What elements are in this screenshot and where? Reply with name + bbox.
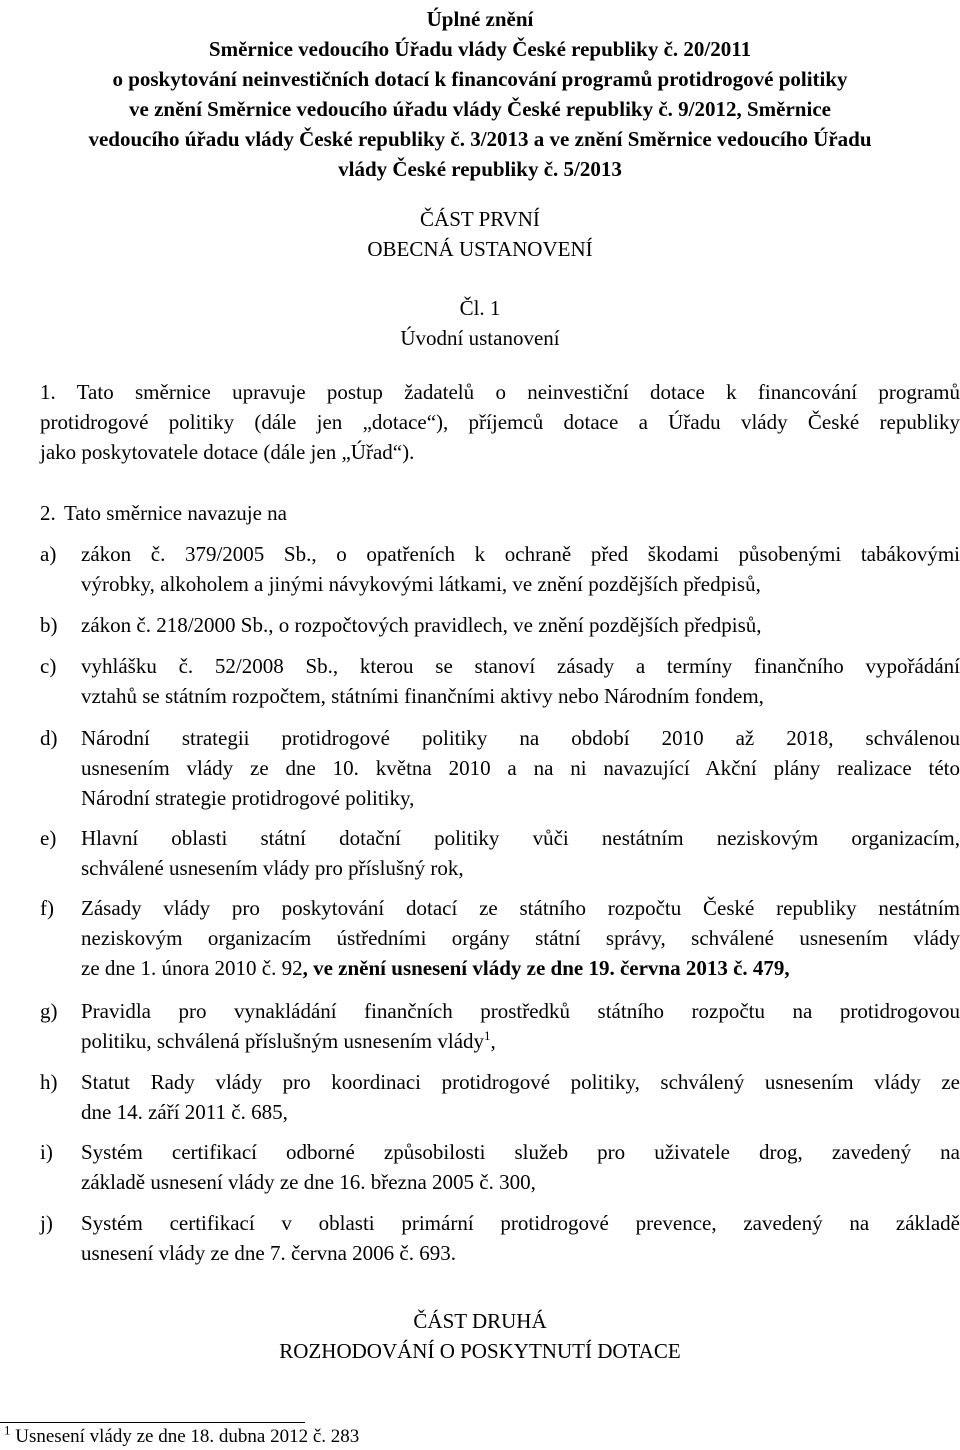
list-item-line: neziskovým organizacím ústředními orgány státní správy, schválené usnesením vlády <box>81 926 960 950</box>
article-one-label: Čl. 1 <box>459 296 501 320</box>
list-item-label: f) <box>40 896 54 920</box>
footnote-text: Usnesení vlády ze dne 18. dubna 2012 č. 283 <box>15 1426 360 1447</box>
list-item-label: h) <box>40 1070 58 1094</box>
part-one-title: OBECNÁ USTANOVENÍ <box>367 237 593 261</box>
list-item-label: e) <box>40 826 57 850</box>
list-item-label: c) <box>40 654 57 678</box>
footnote-number: 1 <box>4 1422 11 1438</box>
paragraph-1-line: 1. Tato směrnice upravuje postup žadatelů o neinvestiční dotace k financování programů <box>40 380 960 404</box>
list-item-line: usnesení vlády ze dne 7. června 2006 č. 693. <box>81 1241 456 1265</box>
list-item-line: Systém certifikací odborné způsobilosti služeb pro uživatele drog, zavedený na <box>81 1140 960 1164</box>
title-line: Úplné znění <box>426 7 534 31</box>
list-item-line: ze dne 1. února 2010 č. 92, ve znění usnesení vlády ze dne 19. června 2013 č. 479, <box>81 956 790 980</box>
list-item-line: politiku, schválená příslušným usnesením vlády$^1$, <box>81 1028 496 1053</box>
list-item-line: dne 14. září 2011 č. 685, <box>81 1100 288 1124</box>
list-item-line: zákon č. 218/2000 Sb., o rozpočtových pravidlech, ve znění pozdějších předpisů, <box>81 613 762 637</box>
list-item-label: i) <box>40 1140 53 1164</box>
list-item-label: a) <box>40 542 57 566</box>
paragraph-2-number: 2. <box>40 501 56 525</box>
list-item-line: Systém certifikací v oblasti primární protidrogové prevence, zavedený na základě <box>81 1211 960 1235</box>
list-item-label: b) <box>40 613 58 637</box>
list-item-line: Zásady vlády pro poskytování dotací ze státního rozpočtu České republiky nestátním <box>81 896 960 920</box>
part-two-title: ROZHODOVÁNÍ O POSKYTNUTÍ DOTACE <box>279 1339 681 1363</box>
article-one-title: Úvodní ustanovení <box>400 326 560 350</box>
paragraph-1-line: protidrogové politiky (dále jen „dotace“), příjemců dotace a Úřadu vlády České republiky <box>40 410 960 434</box>
list-item-line: Hlavní oblasti státní dotační politiky vůči nestátním neziskovým organizacím, <box>81 826 960 850</box>
amendment-text: , ve znění usnesení vlády ze dne 19. června 2013 č. 479, <box>302 956 790 980</box>
footnote <box>4 1422 360 1449</box>
list-item-line: schválené usnesením vlády pro příslušný rok, <box>81 856 464 880</box>
paragraph-2-text: Tato směrnice navazuje na <box>64 501 288 525</box>
title-line: Směrnice vedoucího Úřadu vlády České republiky č. 20/2011 <box>208 37 752 61</box>
paragraph-1 <box>40 377 960 467</box>
title-line: ve znění Směrnice vedoucího úřadu vlády České republiky č. 9/2012, Směrnice <box>129 97 831 121</box>
list-item-line: zákon č. 379/2005 Sb., o opatřeních k ochraně před škodami působenými tabákovými <box>81 542 960 566</box>
list-item-line: základě usnesení vlády ze dne 16. března 2005 č. 300, <box>81 1170 536 1194</box>
list-item-label: d) <box>40 726 58 750</box>
footnote-reference[interactable]: 1 <box>484 1028 491 1043</box>
list-item-line: vztahů se státním rozpočtem, státními finančními aktivy nebo Národním fondem, <box>81 684 764 708</box>
list-item-line: Národní strategii protidrogové politiky na období 2010 až 2018, schválenou <box>81 726 960 750</box>
list-item-label: j) <box>40 1211 53 1235</box>
title-line: vlády České republiky č. 5/2013 <box>338 157 622 181</box>
list-item-line: Národní strategie protidrogové politiky, <box>81 786 415 810</box>
footnote-divider <box>0 1422 305 1423</box>
paragraph-1-line: jako poskytovatele dotace (dále jen „Úřad“). <box>40 440 415 464</box>
list-item-label: g) <box>40 999 58 1023</box>
list-item-line: Statut Rady vlády pro koordinaci protidrogové politiky, schválený usnesením vlády ze <box>81 1070 960 1094</box>
paragraph-1-number: 1. <box>40 380 56 404</box>
document-title <box>0 4 960 184</box>
title-line: o poskytování neinvestičních dotací k financování programů protidrogové politiky <box>112 67 848 91</box>
part-one-label: ČÁST PRVNÍ <box>420 207 540 231</box>
title-line: vedoucího úřadu vlády České republiky č. 3/2013 a ve znění Směrnice vedoucího Úřadu <box>88 127 872 151</box>
list-item-line: usnesením vlády ze dne 10. května 2010 a na ni navazující Akční plány realizace této <box>81 756 960 780</box>
list-item-line: výrobky, alkoholem a jinými návykovými látkami, ve znění pozdějších předpisů, <box>81 572 761 596</box>
list-item-line: Pravidla pro vynakládání finančních prostředků státního rozpočtu na protidrogovou <box>81 999 960 1023</box>
part-two-label: ČÁST DRUHÁ <box>413 1309 547 1333</box>
list-item-line: vyhlášku č. 52/2008 Sb., kterou se stanoví zásady a termíny finančního vypořádání <box>81 654 960 678</box>
